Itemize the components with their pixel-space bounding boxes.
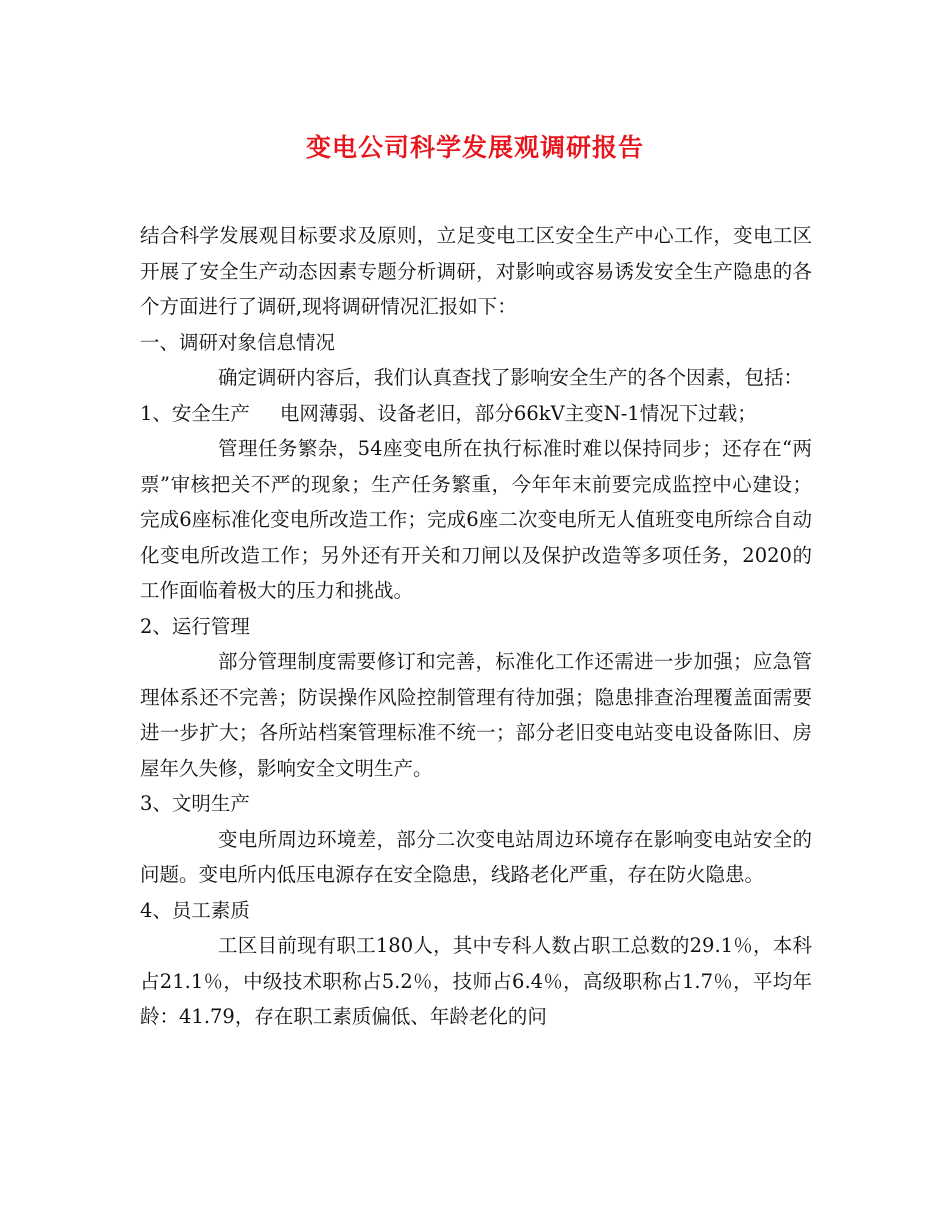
page-title: 变电公司科学发展观调研报告 [305, 133, 644, 162]
item-paragraph: 管理任务繁杂，54座变电所在执行标准时难以保持同步；还存在“两票”审核把关不严的现象；生产任务繁重，今年年末前要完成监控中心建设；完成6座标准化变电所改造工作；完成6座二次变电所无人值班变电所综合自动化变电所改造工作；另外还有开关和刀闸以及保护改造等多项任务，2020的工作面临着极大的压力和挑战。 [140, 437, 812, 602]
item-heading: 2、运行管理 [140, 614, 250, 638]
document-body [140, 218, 812, 1035]
section-paragraph: 确定调研内容后，我们认真查找了影响安全生产的各个因素，包括： [218, 366, 804, 389]
intro-paragraph: 结合科学发展观目标要求及原则，立足变电工区安全生产中心工作，变电工区开展了安全生产动态因素专题分析调研，对影响或容易诱发安全生产隐患的各个方面进行了调研,现将调研情况汇报如下： [140, 224, 812, 318]
item-heading-line [140, 396, 812, 432]
item-heading: 4、员工素质 [140, 898, 250, 922]
item-inline-text: 电网薄弱、设备老旧，部分66kV主变N-1情况下过载； [279, 401, 757, 425]
section-heading: 一、调研对象信息情况 [140, 330, 336, 354]
item-heading: 1、安全生产 [140, 401, 250, 425]
item-paragraph: 变电所周边环境差，部分二次变电站周边环境存在影响变电站安全的问题。变电所内低压电源存在安全隐患，线路老化严重，存在防火隐患。 [140, 827, 812, 886]
item-paragraph: 部分管理制度需要修订和完善，标准化工作还需进一步加强；应急管理体系还不完善；防误操作风险控制管理有待加强；隐患排查治理覆盖面需要进一步扩大；各所站档案管理标准不统一；部分老旧变电站变电设备陈旧、房屋年久失修，影响安全文明生产。 [140, 650, 812, 780]
item-paragraph: 工区目前现有职工180人，其中专科人数占职工总数的29.1％，本科占21.1％，中级技术职称占5.2％，技师占6.4％，高级职称占1.7％，平均年龄：41.79，存在职工素质偏低、年龄老化的问 [140, 934, 812, 1028]
item-heading: 3、文明生产 [140, 792, 250, 815]
